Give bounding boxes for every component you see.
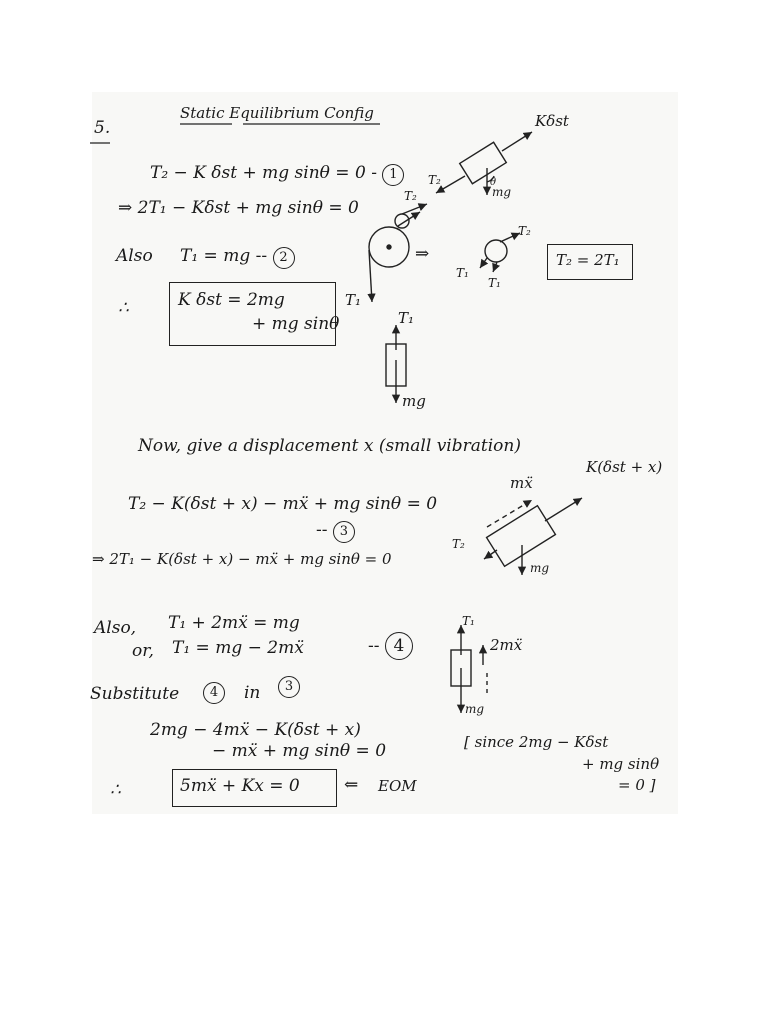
equation-3: T₂ − K(δst + x) − mẍ + mg sinθ = 0 <box>128 494 438 514</box>
also-label-static: Also <box>116 246 153 266</box>
equation-1: T₂ − K δst + mg sinθ = 0 - 1 <box>150 163 404 186</box>
weight-dynamic-label: mg <box>530 561 550 575</box>
equation-4-tag-wrap: -- 4 <box>368 632 413 660</box>
tension-t1-dynamic-label: T₁ <box>462 614 475 628</box>
hanging-block-dynamic <box>451 625 487 713</box>
tension-t2-label-a: T₂ <box>428 173 441 187</box>
spring-force-dynamic-label: K(δst + x) <box>586 458 663 476</box>
small-fbd-t1-label-a: T₁ <box>456 266 469 280</box>
therefore-symbol-dynamic: ∴ <box>110 780 121 800</box>
incline-block-static <box>436 132 532 195</box>
equation-4a: T₁ + 2mẍ = mg <box>168 613 300 633</box>
equation-2-tag: 2 <box>273 247 295 269</box>
since-line-3: = 0 ] <box>618 776 656 794</box>
inertia-2m-label: 2mẍ <box>490 636 523 654</box>
eom-arrow: ⇐ <box>344 775 359 795</box>
small-fbd-t2-label: T₂ <box>518 224 531 238</box>
problem-number: 5. <box>94 118 111 138</box>
inertia-force-label: mẍ <box>510 474 533 492</box>
since-line-1: [ since 2mg − Kδst <box>464 733 609 751</box>
boxed-line-1: K δst = 2mg <box>178 290 285 310</box>
weight-label-incline: mg <box>492 185 512 199</box>
equation-2: T₁ = mg -- 2 <box>180 246 295 269</box>
eom-equation: 5mẍ + Kx = 0 <box>180 776 300 796</box>
final-line-1: 2mg − 4mẍ − K(δst + x) <box>150 720 361 740</box>
small-pulley-fbd <box>480 233 520 272</box>
implies-arrow: ⇒ <box>415 244 430 264</box>
equation-4b: T₁ = mg − 2mẍ <box>172 638 304 658</box>
weight-label-block: mg <box>402 392 426 410</box>
small-fbd-t1-label-b: T₁ <box>488 276 501 290</box>
displacement-intro: Now, give a displacement x (small vibration) <box>138 436 521 456</box>
equation-1b: ⇒ 2T₁ − Kδst + mg sinθ = 0 <box>118 198 359 218</box>
title-underlines <box>90 124 380 143</box>
page-title: Static Equilibrium Config <box>180 104 374 122</box>
equation-1-text: T₂ − K δst + mg sinθ = 0 <box>150 163 366 183</box>
boxed-line-2: + mg sinθ <box>252 314 340 334</box>
theta-label: θ <box>490 177 497 188</box>
final-line-2: − mẍ + mg sinθ = 0 <box>212 741 387 761</box>
tension-t1-block-label: T₁ <box>398 309 415 327</box>
tension-t2-dynamic-label: T₂ <box>452 537 465 551</box>
substitute-ref-4: 4 <box>203 682 225 704</box>
spring-force-label: Kδst <box>535 112 569 130</box>
substitute-in: in <box>244 683 261 703</box>
equation-3b: ⇒ 2T₁ − K(δst + x) − mẍ + mg sinθ = 0 <box>92 550 392 568</box>
equation-3-tag: 3 <box>333 521 355 543</box>
substitute-label: Substitute <box>90 684 180 704</box>
substitute-ref-3: 3 <box>278 676 300 698</box>
therefore-symbol-static: ∴ <box>118 298 129 318</box>
also-label-dynamic: Also, <box>94 618 137 638</box>
tension-relation-text: T₂ = 2T₁ <box>556 251 620 269</box>
eom-label: EOM <box>378 777 417 795</box>
tension-t2-label-b: T₂ <box>404 189 417 203</box>
equation-4-tag: 4 <box>385 632 413 660</box>
equation-1-tag: 1 <box>382 164 404 186</box>
since-line-2: + mg sinθ <box>582 755 660 773</box>
equation-3-tag-wrap: -- 3 <box>316 520 355 543</box>
weight-block-dynamic-label: mg <box>465 702 485 716</box>
or-label: or, <box>132 641 154 661</box>
tension-t1-pulley-label: T₁ <box>345 291 362 309</box>
equation-2-text: T₁ = mg <box>180 246 251 266</box>
